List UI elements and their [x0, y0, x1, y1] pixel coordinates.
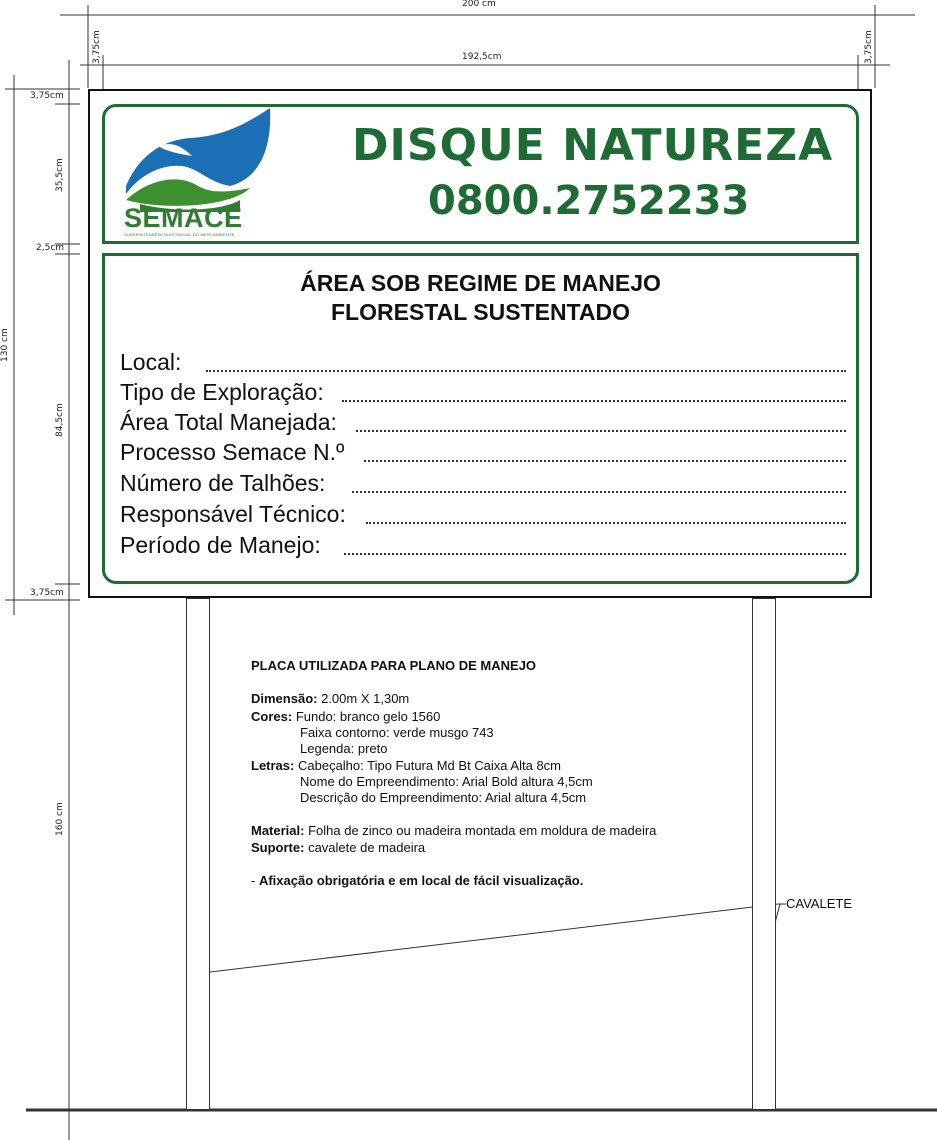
- field-processo-line: [364, 460, 846, 462]
- spec-note: - Afixação obrigatória e em local de fácil visualização.: [251, 873, 584, 888]
- dim-side-right: 3,75cm: [864, 30, 874, 64]
- field-processo: Processo Semace N.º: [120, 439, 345, 465]
- field-local: Local:: [120, 349, 182, 375]
- dim-bottom-margin: 3,75cm: [30, 588, 64, 598]
- dim-body-height: 84,5cm: [55, 403, 65, 437]
- field-responsavel: Responsável Técnico:: [120, 501, 346, 527]
- spec-suporte: Suporte: cavalete de madeira: [251, 840, 426, 855]
- dim-header-height: 35,5cm: [55, 158, 65, 192]
- field-tipo-exploracao-line: [342, 400, 846, 402]
- spec-cores-3: Legenda: preto: [300, 741, 388, 756]
- field-periodo: Período de Manejo:: [120, 532, 321, 558]
- field-tipo-exploracao: Tipo de Exploração:: [120, 379, 324, 405]
- field-area-total-line: [356, 430, 846, 432]
- field-responsavel-line: [366, 522, 846, 524]
- spec-letras-3: Descrição do Empreendimento: Arial altura 4,5cm: [300, 790, 587, 805]
- logo-subtitle: SUPERINTENDÊNCIA ESTADUAL DO MEIO AMBIENTE: [124, 232, 235, 237]
- hotline-phone: 0800.2752233: [428, 178, 750, 224]
- dim-total-height: 130 cm: [0, 328, 10, 362]
- spec-dimensao: Dimensão: 2.00m X 1,30m: [251, 691, 410, 706]
- dim-gap: 2,5cm: [36, 243, 65, 253]
- field-area-total: Área Total Manejada:: [120, 409, 337, 435]
- spec-cores: Cores: Fundo: branco gelo 1560: [251, 709, 441, 724]
- field-talhoes-line: [352, 491, 846, 493]
- spec-cores-2: Faixa contorno: verde musgo 743: [300, 725, 494, 740]
- spec-material: Material: Folha de zinco ou madeira montada em moldura de madeira: [251, 823, 657, 838]
- spec-title: PLACA UTILIZADA PARA PLANO DE MANEJO: [251, 658, 537, 673]
- dim-top-margin: 3,75cm: [30, 91, 64, 101]
- field-talhoes: Número de Talhões:: [120, 470, 326, 496]
- spec-letras: Letras: Cabeçalho: Tipo Futura Md Bt Caixa Alta 8cm: [251, 758, 561, 773]
- dim-total-width: 200 cm: [462, 0, 496, 9]
- dim-side-left: 3,75cm: [92, 30, 102, 64]
- logo-wordmark: SEMACE: [124, 203, 243, 233]
- sign-heading-line2: FLORESTAL SUSTENTADO: [331, 299, 630, 325]
- dim-post-height: 160 cm: [55, 802, 65, 836]
- post-right: [752, 598, 776, 1110]
- dim-inner-width: 192,5cm: [462, 52, 502, 62]
- post-left: [186, 598, 210, 1110]
- callout-cavalete: CAVALETE: [786, 896, 852, 911]
- field-periodo-line: [344, 553, 846, 555]
- field-local-line: [206, 370, 846, 372]
- sign-heading-line1: ÁREA SOB REGIME DE MANEJO: [300, 270, 661, 296]
- spec-letras-2: Nome do Empreendimento: Arial Bold altura 4,5cm: [300, 774, 593, 789]
- hotline-title: DISQUE NATUREZA: [352, 120, 834, 171]
